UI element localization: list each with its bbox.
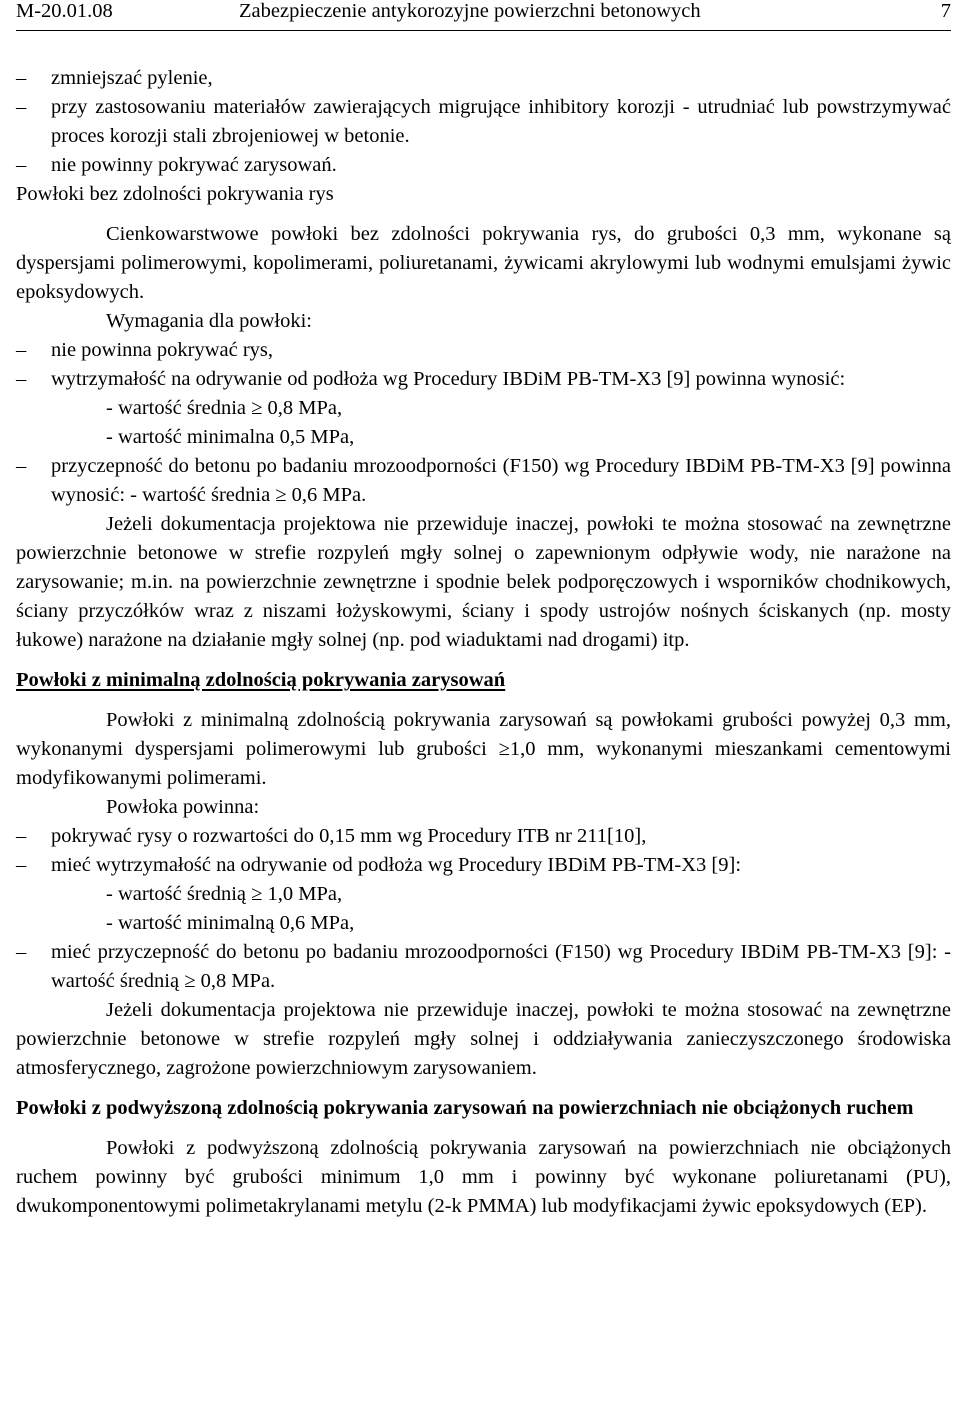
page-number: 7 — [940, 0, 951, 22]
list-item: – mieć przyczepność do betonu po badaniu mrozoodporności (F150) wg Procedury IBDiM PB-TM-X3 [9]: - wartość średnią ≥ 0,8 MPa. — [16, 941, 951, 992]
document-page — [16, 0, 951, 1221]
document-code: M-20.01.08 — [16, 0, 113, 22]
sub-item: - wartość średnią ≥ 1,0 MPa, — [106, 883, 343, 905]
sub-item: - wartość minimalna 0,5 MPa, — [106, 426, 355, 448]
list-item: – przyczepność do betonu po badaniu mrozoodporności (F150) wg Procedury IBDiM PB-TM-X3 [9] powinna wynosić: - wartość średnia ≥ 0,6 MPa. — [16, 455, 951, 506]
list-item: – zmniejszać pylenie, — [16, 67, 213, 89]
list-item: – przy zastosowaniu materiałów zawierających migrujące inhibitory korozji - utrudniać lub powstrzymywać proces korozji stali zbrojeniowej w betonie. — [16, 96, 951, 147]
list-item: – wytrzymałość na odrywanie od podłoża wg Procedury IBDiM PB-TM-X3 [9] powinna wynosić: — [16, 368, 846, 390]
section-heading: Powłoki z minimalną zdolnością pokrywania zarysowań — [16, 669, 506, 691]
section-heading: Powłoki bez zdolności pokrywania rys — [16, 183, 334, 205]
document-body — [16, 64, 951, 1221]
list-item: – mieć wytrzymałość na odrywanie od podłoża wg Procedury IBDiM PB-TM-X3 [9]: — [16, 854, 742, 876]
document-title: Zabezpieczenie antykorozyjne powierzchni betonowych — [239, 0, 701, 22]
paragraph: Cienkowarstwowe powłoki bez zdolności pokrywania rys, do grubości 0,3 mm, wykonane są dyspersjami polimerowymi, kopolimerami, poliuretanami, żywicami akrylowymi lub wodnymi emulsjami żywic epoksydowych. — [16, 223, 951, 303]
section-heading: Powłoki z podwyższoną zdolnością pokrywania zarysowań na powierzchniach nie obciążonych ruchem — [16, 1097, 914, 1119]
sub-item: - wartość średnia ≥ 0,8 MPa, — [106, 397, 343, 419]
list-item: – nie powinna pokrywać rys, — [16, 339, 274, 361]
sub-item: - wartość minimalną 0,6 MPa, — [106, 912, 355, 934]
paragraph: Powłoki z minimalną zdolnością pokrywania zarysowań są powłokami grubości powyżej 0,3 mm, wykonanymi dyspersjami polimerowymi lub grubości ≥1,0 mm, wykonanymi mieszankami cementowymi modyfikowanymi polimerami. — [16, 709, 951, 789]
requirements-label: Wymagania dla powłoki: — [106, 310, 312, 332]
paragraph: Powłoki z podwyższoną zdolnością pokrywania zarysowań na powierzchniach nie obciążonych ruchem powinny być grubości minimum 1,0 mm i powinny być wykonane poliuretanami (PU), dwukomponentowymi polimetakrylanami metylu (2-k PMMA) lub modyfikacjami żywic epoksydowych (EP). — [16, 1137, 951, 1217]
list-item: – nie powinny pokrywać zarysowań. — [16, 154, 337, 176]
paragraph: Jeżeli dokumentacja projektowa nie przewiduje inaczej, powłoki te można stosować na zewnętrzne powierzchnie betonowe w strefie rozpyleń mgły solnej o zapewnionym odpływie wody, nie narażone na zarysowanie; m.in. na powierzchnie zewnętrzne i spodnie belek podporęczowych i wsporników chodnikowych, ściany przyczółków wraz z niszami łożyskowymi, ściany i spody ustrojów nośnych ściskanych (np. mosty łukowe) narażone na działanie mgły solnej (np. pod wiaduktami nad drogami) itp. — [16, 513, 951, 651]
requirements-label: Powłoka powinna: — [106, 796, 260, 818]
page-header — [16, 0, 951, 31]
list-item: – pokrywać rysy o rozwartości do 0,15 mm wg Procedury ITB nr 211[10], — [16, 825, 647, 847]
paragraph: Jeżeli dokumentacja projektowa nie przewiduje inaczej, powłoki te można stosować na zewnętrzne powierzchnie betonowe w strefie rozpyleń mgły solnej i oddziaływania zanieczyszczonego środowiska atmosferycznego, zagrożone powierzchniowym zarysowaniem. — [16, 999, 951, 1079]
